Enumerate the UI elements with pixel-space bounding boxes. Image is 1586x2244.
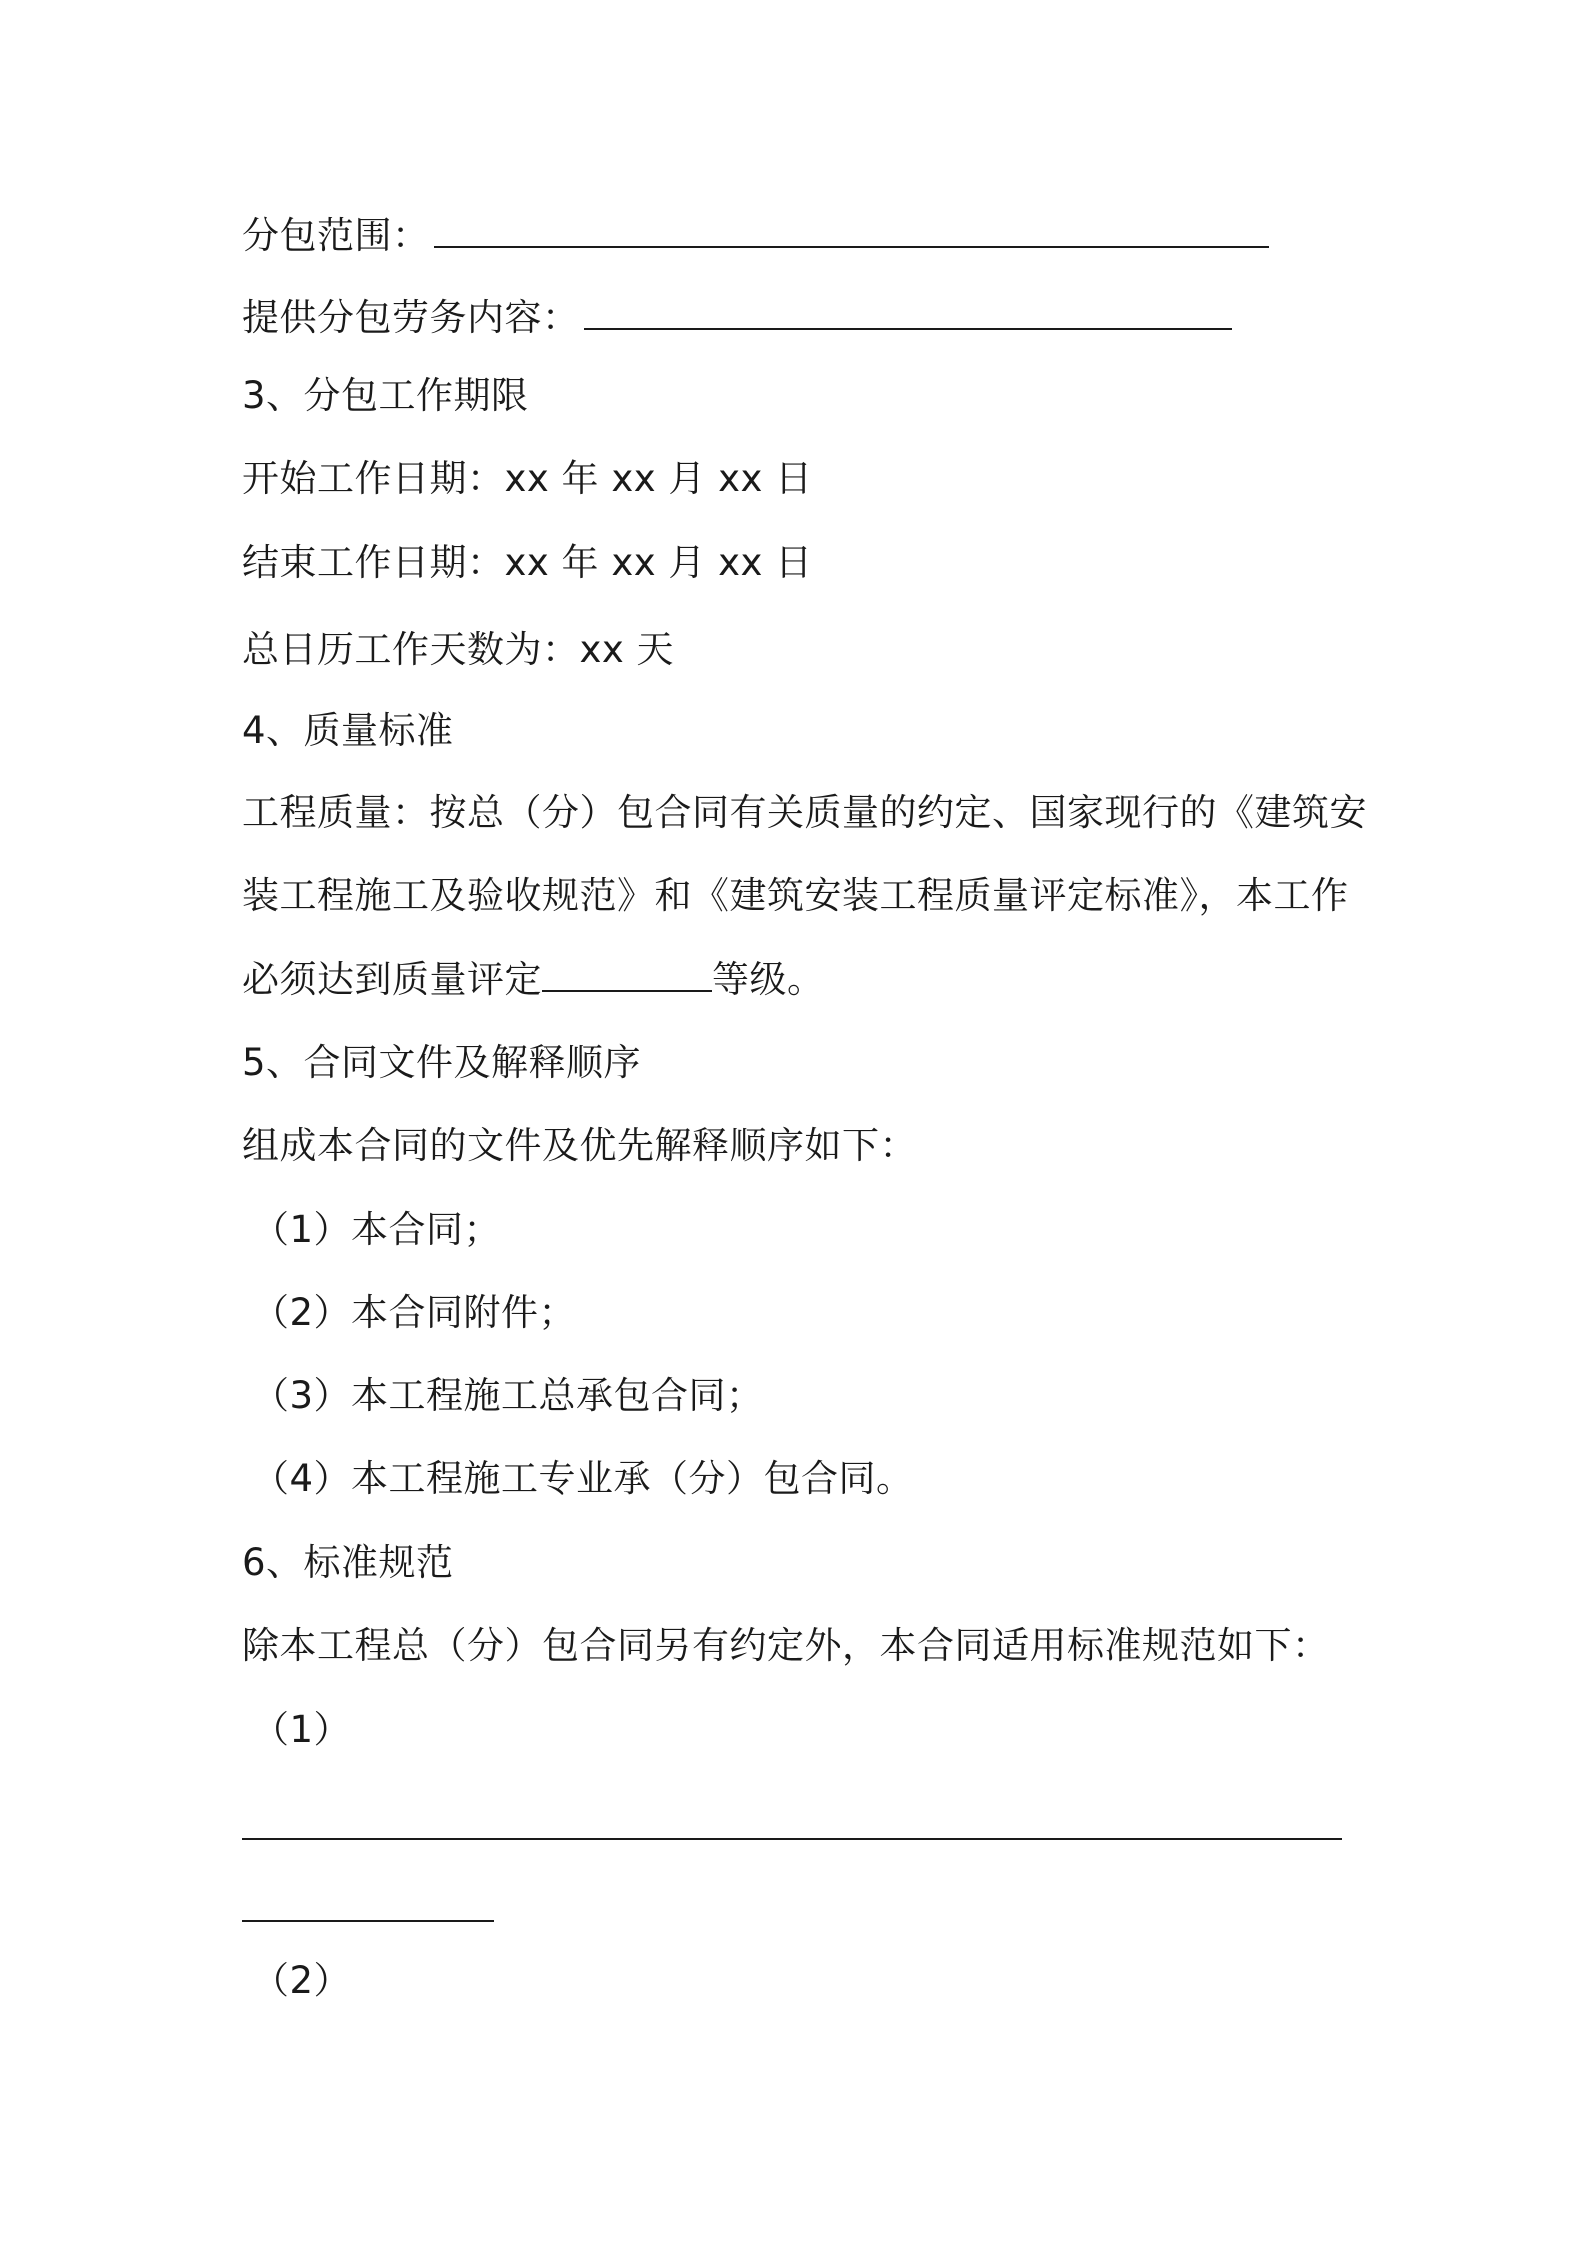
section-3-heading: 3、分包工作期限 (242, 374, 529, 417)
quality-text-1: 工程质量：按总（分）包合同有关质量的约定、国家现行的《建筑安 (242, 791, 1367, 834)
standard-item-1: （1） (252, 1708, 352, 1751)
section-4-heading: 4、质量标准 (242, 709, 454, 752)
section-6-heading: 6、标准规范 (242, 1541, 454, 1584)
standard-item-2: （2） (252, 1959, 352, 2002)
total-days-line: 总日历工作天数为：xx 天 (242, 628, 675, 671)
labor-content-label: 提供分包劳务内容： (242, 296, 580, 339)
end-date-line: 结束工作日期：xx 年 xx 月 xx 日 (242, 541, 813, 584)
document-order-item-3: （3）本工程施工总承包合同； (252, 1374, 764, 1417)
quality-text-2: 装工程施工及验收规范》和《建筑安装工程质量评定标准》，本工作 (242, 874, 1349, 917)
subcontract-scope-label: 分包范围： (242, 214, 430, 257)
section-5-heading: 5、合同文件及解释顺序 (242, 1041, 642, 1084)
document-order-item-4: （4）本工程施工专业承（分）包合同。 (252, 1457, 914, 1500)
quality-text-3-prefix: 必须达到质量评定 (242, 958, 542, 1001)
standard-item-1-blank-line-2 (242, 1920, 494, 1922)
quality-text-3-suffix: 等级。 (712, 958, 825, 1001)
document-order-intro: 组成本合同的文件及优先解释顺序如下： (242, 1124, 917, 1167)
standards-intro: 除本工程总（分）包合同另有约定外，本合同适用标准规范如下： (242, 1624, 1330, 1667)
quality-text-3 (242, 954, 1362, 1006)
labor-content-line (242, 292, 1362, 344)
labor-content-blank (584, 294, 1232, 330)
document-order-item-1: （1）本合同； (252, 1208, 502, 1251)
quality-grade-blank (542, 956, 712, 992)
subcontract-scope-blank (434, 212, 1269, 248)
standard-item-1-blank-line-1 (242, 1838, 1342, 1840)
document-order-item-2: （2）本合同附件； (252, 1291, 577, 1334)
subcontract-scope-line (242, 210, 1362, 262)
start-date-line: 开始工作日期：xx 年 xx 月 xx 日 (242, 457, 813, 500)
